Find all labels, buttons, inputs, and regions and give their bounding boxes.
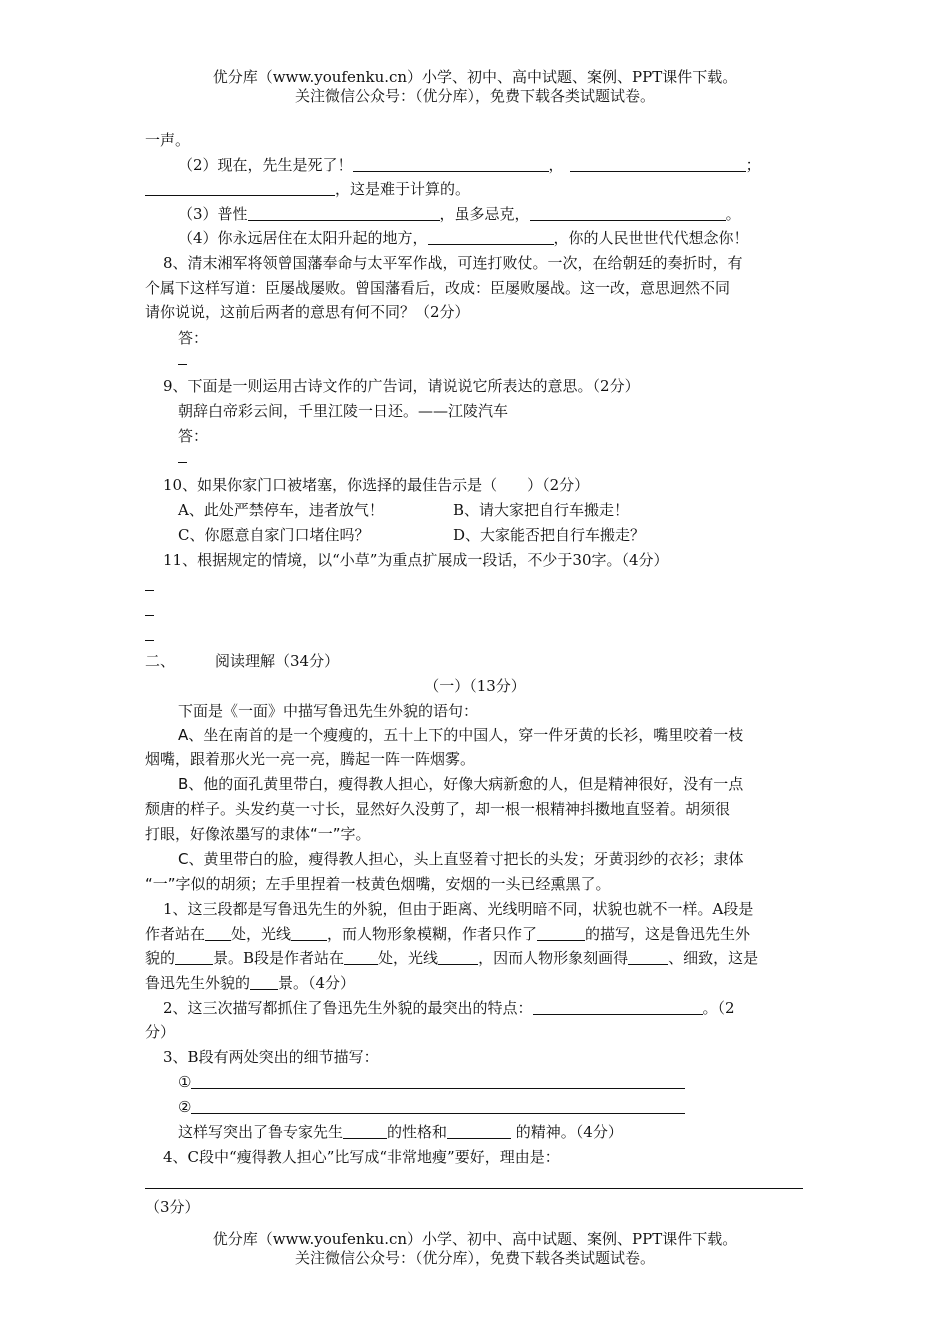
footer-line-1: 优分库（www.youfenku.cn）小学、初中、高中试题、案例、PPT课件下载。 [212,1230,738,1248]
blank[interactable] [145,181,335,196]
blank[interactable] [533,1000,703,1015]
reading-q1-line-3: 貌的 景。B段是作者站在 处，光线 ，因而人物形象刻画得 、细致，这是 [145,949,759,967]
blank[interactable] [344,950,378,965]
reading-q1-line-4: 鲁迅先生外貌的 景。（4分） [145,974,356,992]
question-8-line-2: 个属下这样写道：臣屡战屡败。曾国藩看后，改成：臣屡败屡战。这一改，意思迥然不同 [145,279,731,297]
question-7-2-cont: ，这是难于计算的。 [145,179,470,199]
reading-q3-detail-2: ② [178,1097,685,1117]
passage-b-line-1: B、他的面孔黄里带白，瘦得教人担心，好像大病新愈的人，但是精神很好，没有一点 [178,775,744,793]
passage-b-line-2: 颓唐的样子。头发约莫一寸长，显然好久没剪了，却一根一根精神抖擞地直竖着。胡须很 [145,800,731,818]
reading-q3-line-1: 3、B段有两处突出的细节描写： [163,1048,379,1066]
answer-line[interactable] [145,576,154,596]
question-7-2: （2）现在，先生是死了！ ， ； [178,156,761,174]
answer-label: 答： [178,329,209,347]
question-8-line-3: 请你说说，这前后两者的意思有何不同？（2分） [145,303,470,321]
reading-q2-line-1: 2、这三次描写都抓住了鲁迅先生外貌的最突出的特点： 。（2 [163,999,735,1017]
question-9-line-2: 朝辞白帝彩云间，千里江陵一日还。——江陵汽车 [178,402,509,420]
option-c[interactable]: C、你愿意自家门口堵住吗？ [178,526,370,544]
reading-q3-line-4: 这样写突出了鲁专家先生 的性格和 的精神。（4分） [178,1123,623,1141]
answer-line[interactable] [145,601,154,621]
header-line-1: 优分库（www.youfenku.cn）小学、初中、高中试题、案例、PPT课件下载。 [212,68,738,86]
blank[interactable] [438,950,478,965]
answer-line[interactable] [178,448,187,468]
passage-c-line-1: C、黄里带白的脸，瘦得教人担心，头上直竖着寸把长的头发；牙黄羽纱的衣衫；隶体 [178,850,744,868]
subsection-title: （一）（13分） [424,677,526,695]
reading-q4-line-1: 4、C段中“瘦得教人担心”比写成“非常地瘦”要好，理由是： [163,1148,560,1166]
blank[interactable] [343,1124,387,1139]
reading-q3-detail-1: ① [178,1072,685,1092]
blank[interactable] [291,926,327,941]
passage-a-line-1: A、坐在南首的是一个瘦瘦的，五十上下的中国人，穿一件牙黄的长衫，嘴里咬着一枝 [178,726,744,744]
reading-q2-line-2: 分） [145,1023,176,1041]
question-10: 10、如果你家门口被堵塞，你选择的最佳告示是（ ）（2分） [163,476,590,494]
answer-rule[interactable] [145,1188,803,1189]
text-line: 一声。 [145,131,191,149]
blank[interactable] [353,157,549,172]
reading-q1-line-1: 1、这三段都是写鲁迅先生的外貌，但由于距离、光线明暗不同，状貌也就不一样。A段是 [163,900,754,918]
blank[interactable] [248,206,440,221]
blank[interactable] [530,206,726,221]
passage-intro: 下面是《一面》中描写鲁迅先生外貌的语句： [178,702,479,720]
answer-line[interactable] [178,350,187,370]
blank[interactable] [570,157,746,172]
blank[interactable] [250,975,278,990]
blank[interactable] [205,926,231,941]
passage-c-line-2: “一”字似的胡须；左手里捏着一枝黄色烟嘴，安烟的一头已经熏黑了。 [145,875,611,893]
blank[interactable] [191,1099,685,1114]
blank[interactable] [628,950,668,965]
passage-b-line-3: 打眼，好像浓墨写的隶体“一”字。 [145,825,371,843]
header-line-2: 关注微信公众号：（优分库），免费下载各类试题试卷。 [294,87,655,105]
footer-line-2: 关注微信公众号：（优分库），免费下载各类试题试卷。 [294,1249,655,1267]
blank[interactable] [537,926,585,941]
answer-label: 答： [178,427,209,445]
question-8-line-1: 8、清末湘军将领曾国藩奉命与太平军作战，可连打败仗。一次，在给朝廷的奏折时，有 [163,254,743,272]
option-a[interactable]: A、此处严禁停车，违者放气！ [178,501,384,519]
passage-a-line-2: 烟嘴，跟着那火光一亮一亮，腾起一阵一阵烟雾。 [145,750,476,768]
reading-q1-line-2: 作者站在 处，光线 ，而人物形象模糊，作者只作了 的描写，这是鲁迅先生外 [145,925,751,943]
option-b[interactable]: B、请大家把自行车搬走！ [453,501,630,519]
section-2-heading: 二、 阅读理解（34分） [145,652,340,670]
blank[interactable] [447,1124,511,1139]
question-11: 11、根据规定的情境，以“小草”为重点扩展成一段话，不少于30字。（4分） [163,551,669,569]
question-7-3: （3）普性 ，虽多忌克， 。 [178,205,741,223]
blank[interactable] [428,230,554,245]
answer-line[interactable] [145,626,154,646]
question-9-line-1: 9、下面是一则运用古诗文作的广告词，请说说它所表达的意思。（2分） [163,377,640,395]
option-d[interactable]: D、大家能否把自行车搬走？ [453,526,646,544]
blank[interactable] [191,1074,685,1089]
question-7-4: （4）你永远居住在太阳升起的地方， ，你的人民世世代代想念你！ [178,229,749,247]
reading-q4-points: （3分） [145,1198,200,1216]
blank[interactable] [175,950,213,965]
